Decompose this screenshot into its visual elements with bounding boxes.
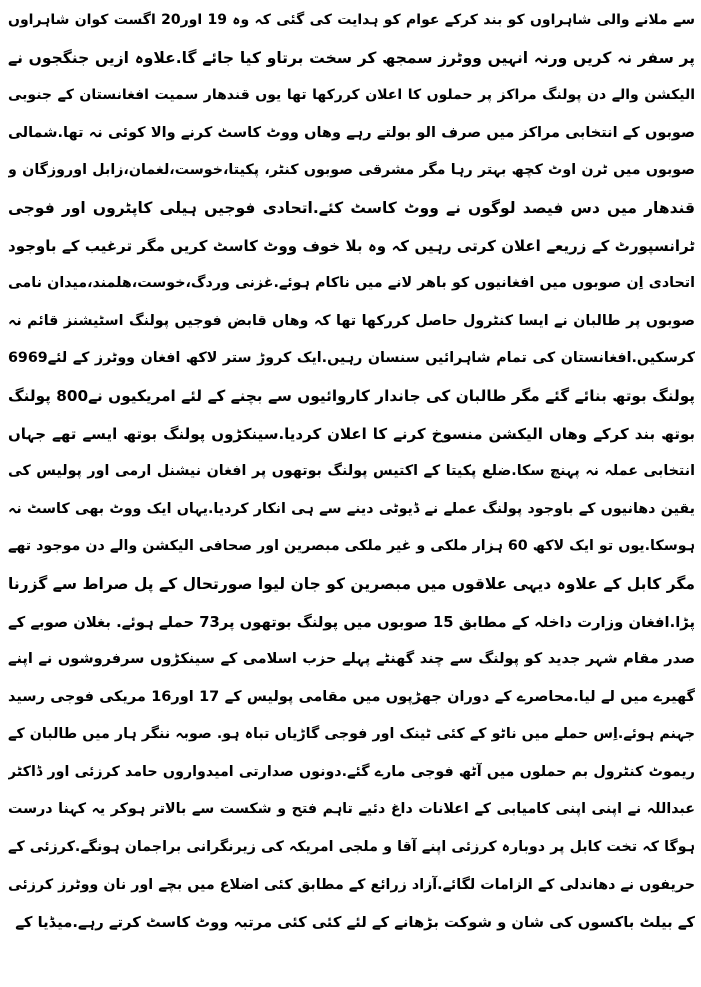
- text-line: مگر کابل کے علاوہ دیہی علاقوں میں مبصرین کو جان لیوا صورتحال کے پل صراط سے گزرنا: [8, 574, 695, 593]
- text-line: سے ملانے والی شاہراوں کو بند کرکے عوام کو ہدایت کی گئی کہ وہ 19 اور20 اگست کوان شاہراوں: [8, 12, 695, 28]
- text-line: ٹرانسپورٹ کے زریعے اعلان کرتی رہیں کہ وہ بلا خوف ووٹ کاسٹ کریں مگر ترغیب کے باوجود: [8, 236, 695, 255]
- text-line: ہوسکا.یوں تو ایک لاکھ 60 ہزار ملکی و غیر ملکی مبصرین اور صحافی الیکشن والے دن موجود تھے: [8, 538, 695, 555]
- text-line: ہوگا کہ تخت کابل پر دوبارہ کرزئی اپنے آقا و ملجی امریکہ کی زیرنگرانی براجمان ہونگے.کرزئی کے: [8, 839, 695, 856]
- text-line: اتحادی اِن صوبوں میں افغانیوں کو باھر لانے میں ناکام ہوئے.غزنی وردگ،خوست،ھلمند،میدان نامی: [8, 275, 695, 292]
- text-line: انتخابی عملہ نہ پہنچ سکا.ضلع پکیتا کے اکتیس پولنگ بوتھوں پر افغان نیشنل ارمی اور پولیس کی: [8, 463, 695, 480]
- text-line: صوبوں میں ٹرن اوٹ کچھ بہتر رہا مگر مشرقی صوبوں کنٹر، پکیتا،خوست،لغمان،زابل اوروزگان و: [8, 162, 695, 179]
- text-line: پر سفر نہ کریں ورنہ انہیں ووٹرز سمجھ کر سخت برتاو کیا جائے گا.علاوہ ازیں جنگجوں نے: [8, 48, 695, 67]
- document-page: [8, 2, 695, 985]
- text-line: بوتھ بند کرکے وھاں الیکشن منسوخ کرنے کا اعلان کردیا.سینکڑوں پولنگ بوتھ ایسے تھے جہاں: [8, 424, 695, 443]
- text-line: ریموٹ کنٹرول بم حملوں میں آٹھ فوجی مارے گئے.دونوں صدارتی امیدواروں حامد کرزئی اور ڈاکٹر: [8, 763, 695, 780]
- text-line: پولنگ بوتھ بنائے گئے مگر طالبان کی جاندار کاروائیوں سے بچنے کے لئے امریکیوں نے800 پولنگ: [8, 386, 695, 405]
- text-line: کے بیلٹ باکسوں کی شان و شوکت بڑھانے کے لئے کئی کئی مرتبہ ووٹ کاسٹ کرتے رہے.میڈیا کے: [15, 914, 695, 932]
- text-line: الیکشن والے دن پولنگ مراکز پر حملوں کا اعلان کررکھا تھا یوں قندھار سمیت افغانستان کے جنوبی: [8, 87, 695, 104]
- text-line: جہنم ہوئے.اِس حملے میں ناٹو کے کئی ٹینک اور فوجی گاڑیاں تباہ ہو. صوبہ ننگر ہار میں طالبان کے: [8, 726, 695, 743]
- text-line: کرسکیں.افغانستان کی تمام شاہرائیں سنسان رہیں.ایک کروڑ ستر لاکھ افغان ووٹرز کے لئے6969: [8, 350, 695, 367]
- text-line: قندھار میں دس فیصد لوگوں نے ووٹ کاسٹ کئے.اتحادی فوجیں ہیلی کاپٹروں اور فوجی: [8, 198, 695, 217]
- text-line: عبداللہ نے اپنی اپنی کامیابی کے اعلانات داغ دئیے تاہم فتح و شکست سے بالاتر ہوکر یہ کہنا درست: [8, 801, 695, 818]
- text-line: حریفوں نے دھاندلی کے الزامات لگائے.آزاد زرائع کے مطابق کئی اضلاع میں بچے اور نان ووٹرز کرزئی: [8, 876, 695, 893]
- text-line: صدر مقام شہر جدید کو پولنگ سے چند گھنٹے پہلے حزب اسلامی کے سینکڑوں سرفروشوں نے اپنے: [8, 651, 695, 668]
- text-line: یقین دھانیوں کے باوجود پولنگ عملے نے ڈیوٹی دینے سے ہی انکار کردیا.یہاں ایک ووٹ بھی کاسٹ نہ: [8, 500, 695, 517]
- text-line: پڑا.افغان وزارت داخلہ کے مطابق 15 صوبوں میں پولنگ بوتھوں پر73 حملے ہوئے. بغلان صوبے کے: [8, 613, 695, 631]
- text-line: صوبوں کے انتخابی مراکز میں صرف الو بولتے رہے وھاں ووٹ کاسٹ کرنے والا کوئی نہ تھا.شمالی: [8, 124, 695, 141]
- text-line: صوبوں پر طالبان نے ایسا کنٹرول حاصل کررکھا تھا کہ وھاں قابض فوجیں پولنگ اسٹیشنز قائم نہ: [8, 312, 695, 329]
- text-line: گھیرے میں لے لیا.محاصرے کے دوران جھڑپوں میں مقامی پولیس کے 17 اور16 مریکی فوجی رسید: [8, 688, 695, 705]
